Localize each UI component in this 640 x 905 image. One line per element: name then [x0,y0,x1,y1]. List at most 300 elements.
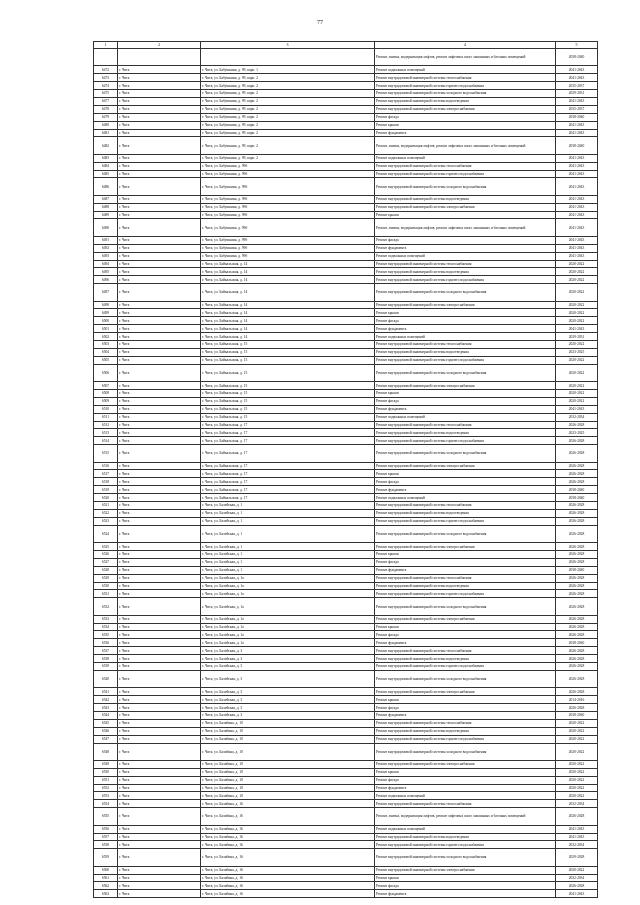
work-type-cell: Ремонт внутридомовой инженерной системы электроснабжения [375,382,556,390]
row-number: 6479 [94,113,118,121]
work-type-cell: Ремонт фасада [375,478,556,486]
municipality-cell: г. Чита [118,849,201,866]
period-cell: 2026-2028 [556,808,598,825]
work-type-cell: Ремонт внутридомовой инженерной системы электроснабжения [375,615,556,623]
municipality-cell: г. Чита [118,470,201,478]
table-row [94,364,598,381]
row-number: 6503 [94,341,118,349]
period-cell: 2041-2043 [556,833,598,841]
work-type-cell: Ремонт фундамента [375,890,556,898]
work-type-cell: Ремонт внутридомовой инженерной системы электроснабжения [375,301,556,309]
address-cell: г. Чита, ул. Байкальская, д. 17 [201,421,375,429]
address-cell: г. Чита, ул. Байкальская, д. 15 [201,397,375,405]
municipality-cell: г. Чита [118,178,201,195]
municipality-cell: г. Чита [118,502,201,510]
municipality-cell: г. Чита [118,421,201,429]
row-number: 6489 [94,211,118,219]
table-row [94,421,598,429]
address-cell: г. Чита, ул. Балейская, д. 3 [201,647,375,655]
row-number: 6530 [94,582,118,590]
work-type-cell: Ремонт внутридомовой инженерной системы теплоснабжения [375,574,556,582]
work-type-cell: Ремонт внутридомовой инженерной системы теплоснабжения [375,647,556,655]
work-type-cell: Ремонт крыши [375,121,556,129]
municipality-cell: г. Чита [118,719,201,727]
work-type-cell: Ремонт крыши [375,623,556,631]
address-cell: г. Чита, ул. Балейская, д. 1а [201,639,375,647]
municipality-cell: г. Чита [118,517,201,525]
row-number: 6544 [94,711,118,719]
address-cell: г. Чита, ул. Балябина, д. 16 [201,833,375,841]
table-row [94,437,598,445]
period-cell: 2020-2022 [556,301,598,309]
address-cell: г. Чита, ул. Балябина, д. 16 [201,866,375,874]
municipality-cell: г. Чита [118,129,201,137]
row-number: 6537 [94,647,118,655]
address-cell: г. Чита, ул. Бабушкина, д. 99, корп. 2 [201,74,375,82]
work-type-cell: Ремонт внутридомовой инженерной системы водоотведения [375,833,556,841]
period-cell: 2026-2028 [556,631,598,639]
work-type-cell: Ремонт внутридомовой инженерной системы электроснабжения [375,543,556,551]
period-cell: 2020-2022 [556,341,598,349]
address-cell: г. Чита, ул. Балейская, д. 1 [201,558,375,566]
table-row [94,509,598,517]
address-cell: г. Чита, ул. Балейская, д. 1а [201,574,375,582]
period-cell: 2026-2028 [556,623,598,631]
municipality-cell: г. Чита [118,317,201,325]
address-cell: г. Чита, ул. Бабушкина, д. 99, корп. 2 [201,97,375,105]
work-type-cell: Ремонт крыши [375,470,556,478]
address-cell: г. Чита, ул. Балейская, д. 1 [201,517,375,525]
period-cell: 2020-2022 [556,735,598,743]
address-cell: г. Чита, ул. Бабушкина, д. 99б [201,211,375,219]
municipality-cell: г. Чита [118,90,201,98]
work-type-cell: Ремонт фундамента [375,325,556,333]
table-row [94,260,598,268]
row-number: 6500 [94,317,118,325]
municipality-cell: г. Чита [118,244,201,252]
work-type-cell: Ремонт внутридомовой инженерной системы водоотведения [375,509,556,517]
row-number: 6525 [94,543,118,551]
table-row [94,517,598,525]
municipality-cell: г. Чита [118,348,201,356]
row-number: 6545 [94,719,118,727]
municipality-cell: г. Чита [118,203,201,211]
work-type-cell: Ремонт подвальных помещений [375,413,556,421]
period-cell: 2041-2043 [556,252,598,260]
row-number: 6536 [94,639,118,647]
table-row [94,663,598,671]
address-cell: г. Чита, ул. Балябина, д. 10 [201,743,375,760]
period-cell: 2020-2022 [556,760,598,768]
table-row [94,325,598,333]
municipality-cell: г. Чита [118,494,201,502]
address-cell: г. Чита, ул. Балябина, д. 10 [201,727,375,735]
address-cell: г. Чита, ул. Бабушкина, д. 99б [201,170,375,178]
municipality-cell: г. Чита [118,486,201,494]
work-type-cell: Ремонт подвальных помещений [375,494,556,502]
address-cell: г. Чита, ул. Байкальская, д. 17 [201,445,375,462]
period-cell: 2026-2028 [556,704,598,712]
municipality-cell: г. Чита [118,195,201,203]
table-row [94,284,598,301]
row-number: 6474 [94,82,118,90]
municipality-cell: г. Чита [118,219,201,236]
municipality-cell: г. Чита [118,825,201,833]
municipality-cell: г. Чита [118,631,201,639]
address-cell: г. Чита, ул. Балябина, д. 16 [201,800,375,808]
table-row [94,655,598,663]
period-cell: 2041-2043 [556,74,598,82]
period-cell: 2020-2022 [556,866,598,874]
period-cell: 2041-2043 [556,121,598,129]
row-number: 6552 [94,784,118,792]
address-cell: г. Чита, ул. Бабушкина, д. 99, корп. 2 [201,82,375,90]
table-row [94,470,598,478]
address-cell: г. Чита, ул. Байкальская, д. 17 [201,486,375,494]
municipality-cell: г. Чита [118,841,201,849]
municipality-cell: г. Чита [118,704,201,712]
table-row [94,590,598,598]
row-number: 6490 [94,219,118,236]
work-type-cell: Ремонт подвальных помещений [375,792,556,800]
work-type-cell: Ремонт подвальных помещений [375,66,556,74]
table-row [94,743,598,760]
address-cell: г. Чита, ул. Балябина, д. 10 [201,735,375,743]
period-cell: 2041-2043 [556,97,598,105]
period-cell: 2026-2028 [556,470,598,478]
period-cell: 2038-2040 [556,639,598,647]
work-type-cell: Ремонт внутридомовой инженерной системы теплоснабжения [375,800,556,808]
address-cell: г. Чита, ул. Байкальская, д. 15 [201,341,375,349]
municipality-cell: г. Чита [118,113,201,121]
work-type-cell: Ремонт фасада [375,317,556,325]
row-number: 6488 [94,203,118,211]
table-row [94,768,598,776]
table-row [94,276,598,284]
period-cell: 2020-2022 [556,309,598,317]
row-number: 6560 [94,866,118,874]
work-type-cell: Ремонт внутридомовой инженерной системы холодного водоснабжения [375,445,556,462]
table-row [94,727,598,735]
address-cell: г. Чита, ул. Балейская, д. 1 [201,525,375,542]
work-type-cell: Ремонт внутридомовой инженерной системы теплоснабжения [375,421,556,429]
table-row [94,478,598,486]
row-number: 6472 [94,66,118,74]
table-row [94,341,598,349]
municipality-cell: г. Чита [118,727,201,735]
period-cell: 2041-2043 [556,129,598,137]
row-number: 6524 [94,525,118,542]
table-row [94,105,598,113]
address-cell: г. Чита, ул. Байкальская, д. 17 [201,429,375,437]
table-row [94,704,598,712]
period-cell: 2041-2043 [556,244,598,252]
work-type-cell: Ремонт подвальных помещений [375,252,556,260]
municipality-cell: г. Чита [118,647,201,655]
address-cell: г. Чита, ул. Балейская, д. 3 [201,704,375,712]
row-number: 6563 [94,890,118,898]
address-cell: г. Чита, ул. Балейская, д. 1 [201,550,375,558]
municipality-cell: г. Чита [118,550,201,558]
address-cell: г. Чита, ул. Бабушкина, д. 99, корп. 2 [201,121,375,129]
row-number: 6521 [94,502,118,510]
work-type-cell: Ремонт подвальных помещений [375,333,556,341]
address-cell: г. Чита, ул. Балябина, д. 10 [201,760,375,768]
table-row [94,631,598,639]
period-cell: 2038-2040 [556,113,598,121]
municipality-cell: г. Чита [118,800,201,808]
municipality-cell: г. Чита [118,382,201,390]
period-cell: 2020-2022 [556,260,598,268]
address-cell: г. Чита, ул. Бабушкина, д. 99, корп. 2 [201,154,375,162]
period-cell: 2020-2022 [556,364,598,381]
address-cell: г. Чита, ул. Балябина, д. 10 [201,719,375,727]
work-type-cell: Ремонт внутридомовой инженерной системы водоотведения [375,429,556,437]
period-cell: 2026-2028 [556,421,598,429]
address-cell: г. Чита, ул. Байкальская, д. 17 [201,470,375,478]
row-number: 6556 [94,825,118,833]
municipality-cell: г. Чита [118,356,201,364]
work-type-cell: Ремонт внутридомовой инженерной системы горячего водоснабжения [375,841,556,849]
row-number: 6482 [94,137,118,154]
period-cell: 2023-2025 [556,348,598,356]
period-cell: 2026-2028 [556,437,598,445]
address-cell: г. Чита, ул. Байкальская, д. 15 [201,356,375,364]
municipality-cell: г. Чита [118,776,201,784]
municipality-cell: г. Чита [118,309,201,317]
municipality-cell: г. Чита [118,574,201,582]
header-col-period: 5 [556,42,598,49]
address-cell: г. Чита, ул. Бабушкина, д. 99б [201,195,375,203]
row-number: 6533 [94,615,118,623]
row-number: 6559 [94,849,118,866]
table-header-row [94,42,598,49]
address-cell: г. Чита, ул. Бабушкина, д. 99, корп. 2 [201,129,375,137]
work-type-cell: Ремонт фасада [375,704,556,712]
work-type-cell: Ремонт, замена, модернизация лифтов, ремонт лифтовых шахт, машинных и блочных помещений [375,808,556,825]
period-cell: 2026-2028 [556,598,598,615]
work-type-cell: Ремонт внутридомовой инженерной системы горячего водоснабжения [375,735,556,743]
municipality-cell: г. Чита [118,688,201,696]
row-number: 6483 [94,154,118,162]
address-cell: г. Чита, ул. Балейская, д. 3 [201,688,375,696]
table-row [94,711,598,719]
work-type-cell: Ремонт фундамента [375,566,556,574]
period-cell: 2032-2034 [556,841,598,849]
address-cell: г. Чита, ул. Байкальская, д. 14 [201,317,375,325]
address-cell: г. Чита, ул. Байкальская, д. 17 [201,437,375,445]
period-cell: 2026-2028 [556,517,598,525]
period-cell: 2041-2043 [556,170,598,178]
period-cell: 2020-2022 [556,743,598,760]
table-row [94,121,598,129]
row-number: 6512 [94,421,118,429]
period-cell: 2038-2040 [556,137,598,154]
row-number: 6508 [94,389,118,397]
row-number: 6543 [94,704,118,712]
municipality-cell: г. Чита [118,137,201,154]
table-row [94,413,598,421]
period-cell: 2020-2022 [556,268,598,276]
address-cell: г. Чита, ул. Байкальская, д. 14 [201,276,375,284]
row-number: 6493 [94,252,118,260]
table-row [94,382,598,390]
address-cell: г. Чита, ул. Балейская, д. 1а [201,598,375,615]
table-row [94,268,598,276]
row-number: 6541 [94,688,118,696]
table-row [94,178,598,195]
address-cell: г. Чита, ул. Байкальская, д. 17 [201,494,375,502]
work-type-cell: Ремонт крыши [375,211,556,219]
row-number: 6501 [94,325,118,333]
table-row [94,317,598,325]
table-row [94,841,598,849]
table-row [94,760,598,768]
address-cell: г. Чита, ул. Бабушкина, д. 99б [201,162,375,170]
row-number: 6558 [94,841,118,849]
page-number: 77 [317,20,323,26]
municipality-cell: г. Чита [118,252,201,260]
period-cell: 2041-2043 [556,890,598,898]
table-row [94,429,598,437]
table-row [94,97,598,105]
table-row [94,525,598,542]
municipality-cell: г. Чита [118,768,201,776]
table-row [94,211,598,219]
row-number: 6547 [94,735,118,743]
address-cell: г. Чита, ул. Балейская, д. 1а [201,615,375,623]
work-type-cell: Ремонт внутридомовой инженерной системы водоотведения [375,195,556,203]
work-type-cell: Ремонт, замена, модернизация лифтов, ремонт лифтовых шахт, машинных и блочных помещений [375,137,556,154]
row-number: 6507 [94,382,118,390]
municipality-cell: г. Чита [118,623,201,631]
row-number: 6487 [94,195,118,203]
row-number: 6528 [94,566,118,574]
table-row [94,502,598,510]
work-type-cell: Ремонт внутридомовой инженерной системы электроснабжения [375,462,556,470]
table-row [94,252,598,260]
address-cell: г. Чита, ул. Балябина, д. 16 [201,874,375,882]
work-type-cell: Ремонт крыши [375,768,556,776]
period-cell: 2020-2022 [556,382,598,390]
work-type-cell: Ремонт фундамента [375,784,556,792]
address-cell: г. Чита, ул. Байкальская, д. 14 [201,325,375,333]
address-cell: г. Чита, ул. Балябина, д. 10 [201,768,375,776]
table-row [94,389,598,397]
row-number: 6502 [94,333,118,341]
period-cell: 2041-2043 [556,405,598,413]
address-cell: г. Чита, ул. Байкальская, д. 15 [201,364,375,381]
table-row [94,890,598,898]
header-col-number: 1 [94,42,118,49]
address-cell: г. Чита, ул. Балейская, д. 1 [201,543,375,551]
period-cell: 2020-2022 [556,397,598,405]
table-row [94,301,598,309]
address-cell: г. Чита, ул. Балейская, д. 1 [201,502,375,510]
table-row [94,244,598,252]
address-cell: г. Чита, ул. Байкальская, д. 15 [201,382,375,390]
table-row [94,309,598,317]
period-cell: 2026-2028 [556,543,598,551]
period-cell: 2020-2022 [556,768,598,776]
table-row [94,195,598,203]
row-number: 6491 [94,236,118,244]
work-type-cell: Ремонт внутридомовой инженерной системы водоотведения [375,268,556,276]
period-cell: 2041-2043 [556,162,598,170]
address-cell: г. Чита, ул. Балябина, д. 16 [201,808,375,825]
row-number: 6514 [94,437,118,445]
row-number [94,49,118,66]
table-row [94,333,598,341]
municipality-cell: г. Чита [118,711,201,719]
row-number: 6540 [94,670,118,687]
period-cell: 2026-2028 [556,462,598,470]
municipality-cell: г. Чита [118,268,201,276]
period-cell: 2032-2034 [556,413,598,421]
address-cell: г. Чита, ул. Балейская, д. 1 [201,566,375,574]
municipality-cell: г. Чита [118,284,201,301]
table-row [94,882,598,890]
address-cell: г. Чита, ул. Балябина, д. 10 [201,792,375,800]
work-type-cell: Ремонт внутридомовой инженерной системы холодного водоснабжения [375,849,556,866]
address-cell: г. Чита, ул. Бабушкина, д. 99б [201,236,375,244]
table-row [94,445,598,462]
period-cell: 2041-2043 [556,203,598,211]
table-row [94,688,598,696]
row-number: 6531 [94,590,118,598]
period-cell: 2026-2028 [556,615,598,623]
row-number: 6519 [94,486,118,494]
row-number: 6535 [94,631,118,639]
municipality-cell: г. Чита [118,437,201,445]
period-cell: 2026-2028 [556,590,598,598]
municipality-cell: г. Чита [118,874,201,882]
address-cell: г. Чита, ул. Балябина, д. 16 [201,882,375,890]
row-number: 6497 [94,284,118,301]
work-type-cell: Ремонт фасада [375,882,556,890]
table-row [94,615,598,623]
municipality-cell: г. Чита [118,655,201,663]
table-row [94,462,598,470]
work-type-cell: Ремонт фундамента [375,486,556,494]
address-cell: г. Чита, ул. Байкальская, д. 17 [201,478,375,486]
row-number: 6546 [94,727,118,735]
table-row [94,113,598,121]
table-row [94,558,598,566]
table-row [94,356,598,364]
municipality-cell: г. Чита [118,260,201,268]
address-cell: г. Чита, ул. Балейская, д. 3 [201,670,375,687]
period-cell: 2038-2040 [556,566,598,574]
row-number: 6553 [94,792,118,800]
row-number: 6561 [94,874,118,882]
period-cell: 2020-2022 [556,719,598,727]
municipality-cell: г. Чита [118,276,201,284]
address-cell: г. Чита, ул. Бабушкина, д. 99б [201,252,375,260]
municipality-cell: г. Чита [118,735,201,743]
municipality-cell: г. Чита [118,566,201,574]
row-number: 6484 [94,162,118,170]
period-cell: 2029-2028 [556,849,598,866]
work-type-cell: Ремонт подвальных помещений [375,825,556,833]
period-cell: 2026-2028 [556,574,598,582]
address-cell: г. Чита, ул. Балейская, д. 3 [201,696,375,704]
period-cell: 2026-2028 [556,509,598,517]
address-cell: г. Чита, ул. Балейская, д. 3 [201,711,375,719]
row-number: 6496 [94,276,118,284]
row-number: 6518 [94,478,118,486]
work-type-cell: Ремонт внутридомовой инженерной системы холодного водоснабжения [375,743,556,760]
